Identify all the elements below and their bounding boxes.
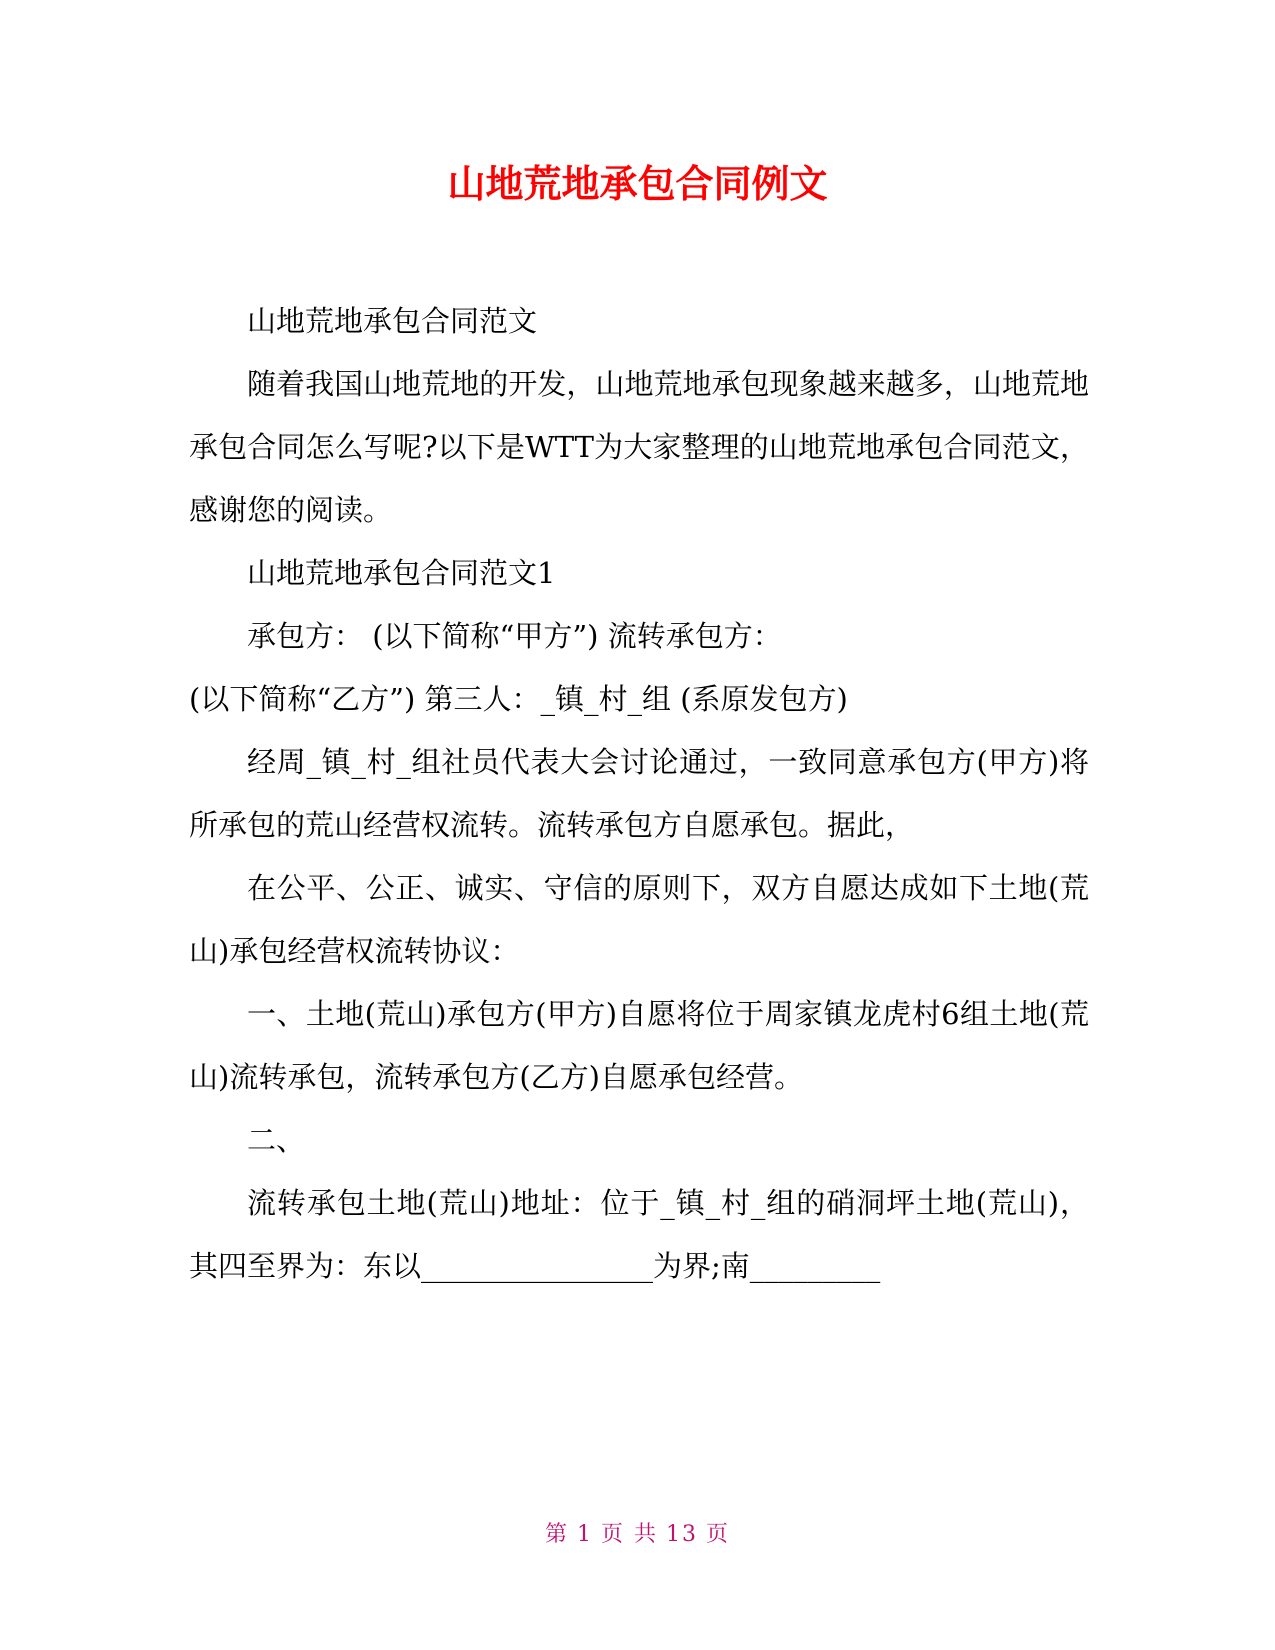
paragraph-intro: 随着我国山地荒地的开发，山地荒地承包现象越来越多，山地荒地承包合同怎么写呢?以下是WTT为大家整理的山地荒地承包合同范文，感谢您的阅读。	[189, 367, 1089, 527]
paragraph-clause-2: 二、	[247, 1123, 306, 1157]
paragraph-party-b: (以下简称“乙方”) 第三人：_镇_村_组 (系原发包方)	[189, 682, 848, 716]
document-body	[189, 290, 1089, 1298]
paragraph-heading: 山地荒地承包合同范文	[247, 304, 538, 338]
paragraph-sample-title: 山地荒地承包合同范文1	[247, 556, 556, 590]
page-footer	[0, 1520, 1275, 1550]
footer-prefix: 第	[544, 1522, 569, 1547]
document-title: 山地荒地承包合同例文	[447, 162, 828, 206]
footer-suffix: 页	[706, 1522, 731, 1547]
paragraph-principle: 在公平、公正、诚实、守信的原则下，双方自愿达成如下土地(荒山)承包经营权流转协议：	[189, 871, 1089, 968]
paragraph-party-a: 承包方： (以下简称“甲方”) 流转承包方：	[247, 619, 782, 653]
paragraph-approval: 经周_镇_村_组社员代表大会讨论通过，一致同意承包方(甲方)将所承包的荒山经营权流转。流转承包方自愿承包。据此，	[189, 745, 1089, 842]
footer-middle: 页 共	[601, 1522, 658, 1547]
footer-total-pages: 13	[666, 1522, 698, 1547]
footer-page-number: 1	[577, 1522, 593, 1547]
paragraph-address: 流转承包土地(荒山)地址：位于_镇_村_组的硝洞坪土地(荒山)，其四至界为：东以________________为界;南_________	[189, 1186, 1089, 1283]
paragraph-clause-1: 一、土地(荒山)承包方(甲方)自愿将位于周家镇龙虎村6组土地(荒山)流转承包，流转承包方(乙方)自愿承包经营。	[189, 997, 1089, 1094]
